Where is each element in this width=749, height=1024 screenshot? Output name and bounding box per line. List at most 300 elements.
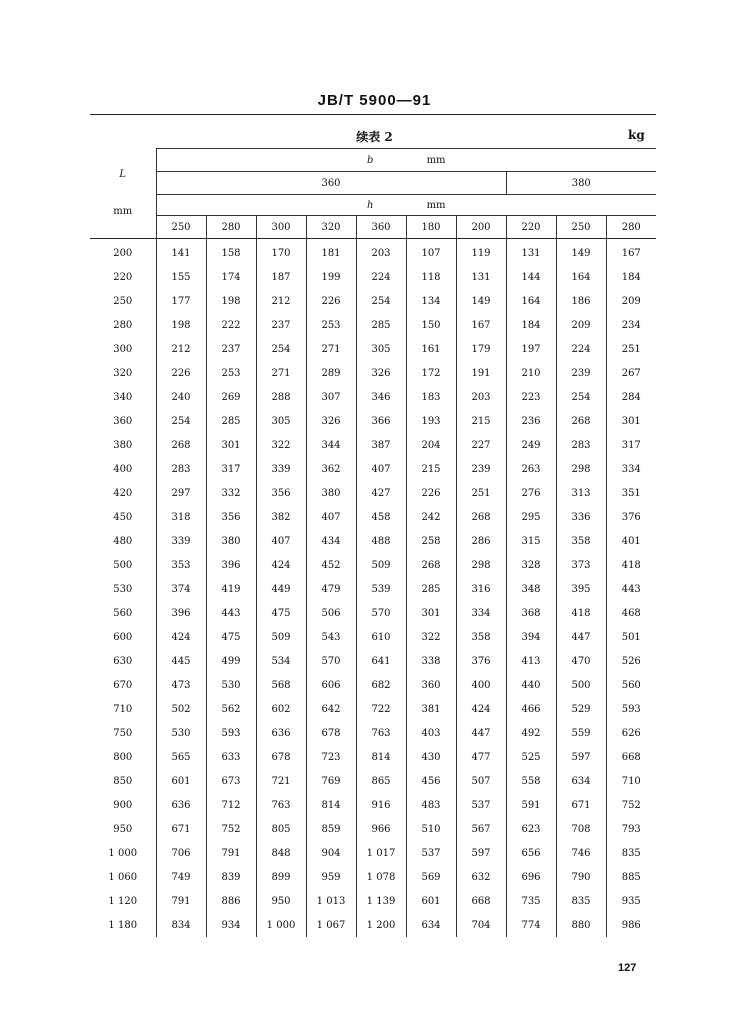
table-cell: 285 — [406, 577, 456, 601]
table-cell: 642 — [306, 697, 356, 721]
table-cell: 452 — [306, 553, 356, 577]
table-cell: 254 — [356, 289, 406, 313]
table-cell: 492 — [506, 721, 556, 745]
table-cell: 559 — [556, 721, 606, 745]
table-cell: 313 — [556, 481, 606, 505]
table-cell: 633 — [206, 745, 256, 769]
table-cell: 167 — [606, 239, 656, 266]
table-cell: 458 — [356, 505, 406, 529]
table-cell: 537 — [406, 841, 456, 865]
table-cell: 886 — [206, 889, 256, 913]
row-length: 280 — [113, 319, 133, 331]
table-cell: 223 — [506, 385, 556, 409]
table-cell: 298 — [456, 553, 506, 577]
row-length: 1 120 — [108, 895, 138, 907]
row-length: 200 — [113, 247, 133, 259]
table-cell: 283 — [556, 433, 606, 457]
header-rule — [90, 114, 656, 115]
table-cell: 509 — [256, 625, 306, 649]
table-cell: 473 — [156, 673, 206, 697]
table-cell: 356 — [256, 481, 306, 505]
table-cell: 562 — [206, 697, 256, 721]
table-cell: 167 — [456, 313, 506, 337]
h-unit: mm — [426, 199, 446, 211]
table-cell: 134 — [406, 289, 456, 313]
table-row — [90, 361, 656, 385]
row-length: 1 180 — [108, 919, 138, 931]
table-cell: 158 — [206, 239, 256, 266]
table-row — [90, 289, 656, 313]
row-length: 750 — [113, 727, 133, 739]
table-row — [90, 337, 656, 361]
standard-number: JB/T 5900—91 — [317, 92, 432, 109]
table-cell: 215 — [406, 457, 456, 481]
table-cell: 307 — [306, 385, 356, 409]
table-cell: 537 — [456, 793, 506, 817]
table-cell: 814 — [306, 793, 356, 817]
table-cell: 344 — [306, 433, 356, 457]
table-row — [90, 745, 656, 769]
column-header: 320 — [306, 216, 356, 239]
table-cell: 328 — [506, 553, 556, 577]
table-cell: 326 — [306, 409, 356, 433]
table-cell: 268 — [156, 433, 206, 457]
table-cell: 935 — [606, 889, 656, 913]
table-row — [90, 649, 656, 673]
table-cell: 885 — [606, 865, 656, 889]
table-cell: 475 — [256, 601, 306, 625]
table-cell: 237 — [256, 313, 306, 337]
table-cell: 172 — [406, 361, 456, 385]
table-cell: 283 — [156, 457, 206, 481]
table-cell: 326 — [356, 361, 406, 385]
table-cell: 226 — [306, 289, 356, 313]
table-cell: 1 017 — [356, 841, 406, 865]
table-cell: 401 — [606, 529, 656, 553]
table-cell: 479 — [306, 577, 356, 601]
table-cell: 407 — [256, 529, 306, 553]
table-cell: 636 — [156, 793, 206, 817]
table-cell: 567 — [456, 817, 506, 841]
table-cell: 560 — [606, 673, 656, 697]
table-cell: 488 — [356, 529, 406, 553]
table-cell: 447 — [456, 721, 506, 745]
table-cell: 366 — [356, 409, 406, 433]
table-cell: 394 — [506, 625, 556, 649]
table-cell: 356 — [206, 505, 256, 529]
table-cell: 641 — [356, 649, 406, 673]
table-cell: 301 — [206, 433, 256, 457]
table-cell: 222 — [206, 313, 256, 337]
table-cell: 525 — [506, 745, 556, 769]
table-row — [90, 505, 656, 529]
table-cell: 376 — [456, 649, 506, 673]
table-cell: 407 — [306, 505, 356, 529]
table-cell: 144 — [506, 265, 556, 289]
table-cell: 396 — [206, 553, 256, 577]
column-header: 300 — [256, 216, 306, 239]
table-cell: 763 — [256, 793, 306, 817]
table-cell: 239 — [456, 457, 506, 481]
table-cell: 239 — [556, 361, 606, 385]
table-cell: 735 — [506, 889, 556, 913]
table-cell: 315 — [506, 529, 556, 553]
table-cell: 271 — [256, 361, 306, 385]
table-cell: 558 — [506, 769, 556, 793]
table-cell: 193 — [406, 409, 456, 433]
table-cell: 215 — [456, 409, 506, 433]
table-cell: 254 — [156, 409, 206, 433]
l-unit: mm — [113, 206, 133, 218]
row-length: 710 — [113, 703, 133, 715]
table-cell: 199 — [306, 265, 356, 289]
table-cell: 790 — [556, 865, 606, 889]
table-cell: 678 — [306, 721, 356, 745]
l-header — [90, 149, 156, 239]
table-cell: 565 — [156, 745, 206, 769]
table-cell: 301 — [606, 409, 656, 433]
table-cell: 591 — [506, 793, 556, 817]
table-cell: 568 — [256, 673, 306, 697]
table-cell: 634 — [556, 769, 606, 793]
row-length: 600 — [113, 631, 133, 643]
table-cell: 530 — [206, 673, 256, 697]
table-row — [90, 457, 656, 481]
table-cell: 569 — [406, 865, 456, 889]
table-cell: 859 — [306, 817, 356, 841]
table-cell: 704 — [456, 913, 506, 937]
table-cell: 258 — [406, 529, 456, 553]
table-row — [90, 841, 656, 865]
table-cell: 427 — [356, 481, 406, 505]
row-length: 220 — [113, 271, 133, 283]
table-cell: 712 — [206, 793, 256, 817]
table-cell: 358 — [456, 625, 506, 649]
row-length: 420 — [113, 487, 133, 499]
table-cell: 668 — [606, 745, 656, 769]
table-cell: 131 — [456, 265, 506, 289]
table-cell: 966 — [356, 817, 406, 841]
table-cell: 107 — [406, 239, 456, 266]
table-cell: 530 — [156, 721, 206, 745]
table-row — [90, 577, 656, 601]
table-cell: 456 — [406, 769, 456, 793]
table-cell: 268 — [556, 409, 606, 433]
table-cell: 203 — [356, 239, 406, 266]
table-row — [90, 265, 656, 289]
row-length: 560 — [113, 607, 133, 619]
table-cell: 141 — [156, 239, 206, 266]
table-cell: 305 — [356, 337, 406, 361]
table-cell: 368 — [506, 601, 556, 625]
table-cell: 814 — [356, 745, 406, 769]
table-cell: 1 139 — [356, 889, 406, 913]
table-cell: 351 — [606, 481, 656, 505]
h-symbol: h — [366, 199, 374, 211]
table-row — [90, 817, 656, 841]
table-row — [90, 239, 656, 266]
table-cell: 346 — [356, 385, 406, 409]
table-cell: 880 — [556, 913, 606, 937]
table-cell: 254 — [556, 385, 606, 409]
table-cell: 634 — [406, 913, 456, 937]
table-cell: 449 — [256, 577, 306, 601]
table-cell: 191 — [456, 361, 506, 385]
table-cell: 805 — [256, 817, 306, 841]
table-cell: 198 — [156, 313, 206, 337]
column-header: 200 — [456, 216, 506, 239]
table-cell: 204 — [406, 433, 456, 457]
table-cell: 184 — [606, 265, 656, 289]
table-row — [90, 601, 656, 625]
table-row — [90, 409, 656, 433]
table-cell: 240 — [156, 385, 206, 409]
table-cell: 212 — [156, 337, 206, 361]
table-cell: 526 — [606, 649, 656, 673]
b-symbol: b — [366, 154, 374, 166]
table-row — [90, 433, 656, 457]
column-header: 220 — [506, 216, 556, 239]
table-row — [90, 721, 656, 745]
table-cell: 749 — [156, 865, 206, 889]
table-cell: 499 — [206, 649, 256, 673]
unit-label: kg — [628, 128, 645, 142]
table-cell: 263 — [506, 457, 556, 481]
table-cell: 723 — [306, 745, 356, 769]
row-length: 480 — [113, 535, 133, 547]
table-cell: 403 — [406, 721, 456, 745]
table-cell: 696 — [506, 865, 556, 889]
table-cell: 510 — [406, 817, 456, 841]
table-cell: 500 — [556, 673, 606, 697]
table-cell: 373 — [556, 553, 606, 577]
row-length: 530 — [113, 583, 133, 595]
table-cell: 268 — [456, 505, 506, 529]
row-length: 320 — [113, 367, 133, 379]
table-cell: 710 — [606, 769, 656, 793]
table-cell: 539 — [356, 577, 406, 601]
table-cell: 509 — [356, 553, 406, 577]
table-cell: 164 — [506, 289, 556, 313]
table-row — [90, 673, 656, 697]
table-cell: 289 — [306, 361, 356, 385]
table-cell: 164 — [556, 265, 606, 289]
table-caption: 续表 2 — [356, 130, 393, 144]
table-cell: 506 — [306, 601, 356, 625]
table-row — [90, 385, 656, 409]
table-cell: 543 — [306, 625, 356, 649]
table-cell: 774 — [506, 913, 556, 937]
row-length: 630 — [113, 655, 133, 667]
table-row — [90, 625, 656, 649]
table-cell: 360 — [406, 673, 456, 697]
table-cell: 149 — [456, 289, 506, 313]
table-cell: 413 — [506, 649, 556, 673]
table-cell: 380 — [306, 481, 356, 505]
group-360: 360 — [156, 172, 506, 195]
table-cell: 251 — [456, 481, 506, 505]
table-cell: 419 — [206, 577, 256, 601]
row-length: 1 060 — [108, 871, 138, 883]
table-cell: 570 — [306, 649, 356, 673]
row-length: 800 — [113, 751, 133, 763]
table-cell: 671 — [556, 793, 606, 817]
table-cell: 155 — [156, 265, 206, 289]
table-cell: 626 — [606, 721, 656, 745]
table-cell: 288 — [256, 385, 306, 409]
table-cell: 170 — [256, 239, 306, 266]
table-cell: 752 — [206, 817, 256, 841]
table-cell: 1 000 — [256, 913, 306, 937]
table-row — [90, 889, 656, 913]
table-cell: 301 — [406, 601, 456, 625]
row-length: 850 — [113, 775, 133, 787]
table-cell: 298 — [556, 457, 606, 481]
table-cell: 468 — [606, 601, 656, 625]
table-cell: 1 078 — [356, 865, 406, 889]
table-cell: 916 — [356, 793, 406, 817]
table-cell: 339 — [156, 529, 206, 553]
table-cell: 424 — [156, 625, 206, 649]
table-cell: 226 — [156, 361, 206, 385]
table-cell: 678 — [256, 745, 306, 769]
column-header: 360 — [356, 216, 406, 239]
b-unit: mm — [426, 154, 446, 166]
table-cell: 322 — [406, 625, 456, 649]
table-cell: 623 — [506, 817, 556, 841]
table-cell: 381 — [406, 697, 456, 721]
table-cell: 606 — [306, 673, 356, 697]
table-row — [90, 529, 656, 553]
table-cell: 602 — [256, 697, 306, 721]
table-cell: 424 — [256, 553, 306, 577]
row-length: 300 — [113, 343, 133, 355]
table-cell: 161 — [406, 337, 456, 361]
table-cell: 212 — [256, 289, 306, 313]
table-cell: 362 — [306, 457, 356, 481]
page-number: 127 — [618, 962, 637, 974]
table-cell: 434 — [306, 529, 356, 553]
table-cell: 119 — [456, 239, 506, 266]
table-cell: 793 — [606, 817, 656, 841]
row-length: 1 000 — [108, 847, 138, 859]
table-cell: 183 — [406, 385, 456, 409]
table-cell: 295 — [506, 505, 556, 529]
table-cell: 848 — [256, 841, 306, 865]
row-length: 670 — [113, 679, 133, 691]
row-length: 340 — [113, 391, 133, 403]
l-symbol: L — [119, 169, 127, 181]
table-cell: 752 — [606, 793, 656, 817]
table-cell: 285 — [206, 409, 256, 433]
table-cell: 682 — [356, 673, 406, 697]
table-cell: 209 — [606, 289, 656, 313]
table-cell: 396 — [156, 601, 206, 625]
table-cell: 174 — [206, 265, 256, 289]
table-cell: 254 — [256, 337, 306, 361]
table-cell: 443 — [606, 577, 656, 601]
group-380: 380 — [506, 172, 656, 195]
table-cell: 339 — [256, 457, 306, 481]
table-cell: 387 — [356, 433, 406, 457]
table-cell: 708 — [556, 817, 606, 841]
table-cell: 395 — [556, 577, 606, 601]
table-cell: 131 — [506, 239, 556, 266]
table-cell: 483 — [406, 793, 456, 817]
table-cell: 249 — [506, 433, 556, 457]
table-cell: 959 — [306, 865, 356, 889]
table-cell: 187 — [256, 265, 306, 289]
row-length: 500 — [113, 559, 133, 571]
table-cell: 502 — [156, 697, 206, 721]
table-cell: 186 — [556, 289, 606, 313]
table-cell: 276 — [506, 481, 556, 505]
row-length: 950 — [113, 823, 133, 835]
table-cell: 227 — [456, 433, 506, 457]
table-cell: 267 — [606, 361, 656, 385]
table-cell: 251 — [606, 337, 656, 361]
table-cell: 242 — [406, 505, 456, 529]
table-cell: 834 — [156, 913, 206, 937]
table-cell: 297 — [156, 481, 206, 505]
table-cell: 470 — [556, 649, 606, 673]
table-cell: 601 — [406, 889, 456, 913]
table-cell: 1 067 — [306, 913, 356, 937]
table-cell: 334 — [456, 601, 506, 625]
table-cell: 791 — [156, 889, 206, 913]
row-length: 250 — [113, 295, 133, 307]
table-cell: 865 — [356, 769, 406, 793]
table-row — [90, 553, 656, 577]
table-cell: 316 — [456, 577, 506, 601]
table-cell: 835 — [556, 889, 606, 913]
table-cell: 904 — [306, 841, 356, 865]
table-cell: 269 — [206, 385, 256, 409]
table-cell: 358 — [556, 529, 606, 553]
row-length: 360 — [113, 415, 133, 427]
table-cell: 597 — [456, 841, 506, 865]
row-length: 900 — [113, 799, 133, 811]
table-cell: 445 — [156, 649, 206, 673]
table-cell: 305 — [256, 409, 306, 433]
table-row — [90, 697, 656, 721]
column-header: 280 — [206, 216, 256, 239]
table-cell: 338 — [406, 649, 456, 673]
table-cell: 407 — [356, 457, 406, 481]
table-cell: 632 — [456, 865, 506, 889]
table-cell: 934 — [206, 913, 256, 937]
table-cell: 636 — [256, 721, 306, 745]
table-cell: 226 — [406, 481, 456, 505]
table-cell: 177 — [156, 289, 206, 313]
table-cell: 671 — [156, 817, 206, 841]
table-cell: 285 — [356, 313, 406, 337]
table-cell: 253 — [206, 361, 256, 385]
table-cell: 610 — [356, 625, 406, 649]
table-cell: 253 — [306, 313, 356, 337]
table-cell: 475 — [206, 625, 256, 649]
table-cell: 986 — [606, 913, 656, 937]
table-cell: 234 — [606, 313, 656, 337]
table-cell: 769 — [306, 769, 356, 793]
table-cell: 209 — [556, 313, 606, 337]
table-cell: 382 — [256, 505, 306, 529]
column-header: 180 — [406, 216, 456, 239]
table-cell: 271 — [306, 337, 356, 361]
table-cell: 317 — [206, 457, 256, 481]
table-cell: 332 — [206, 481, 256, 505]
table-cell: 440 — [506, 673, 556, 697]
